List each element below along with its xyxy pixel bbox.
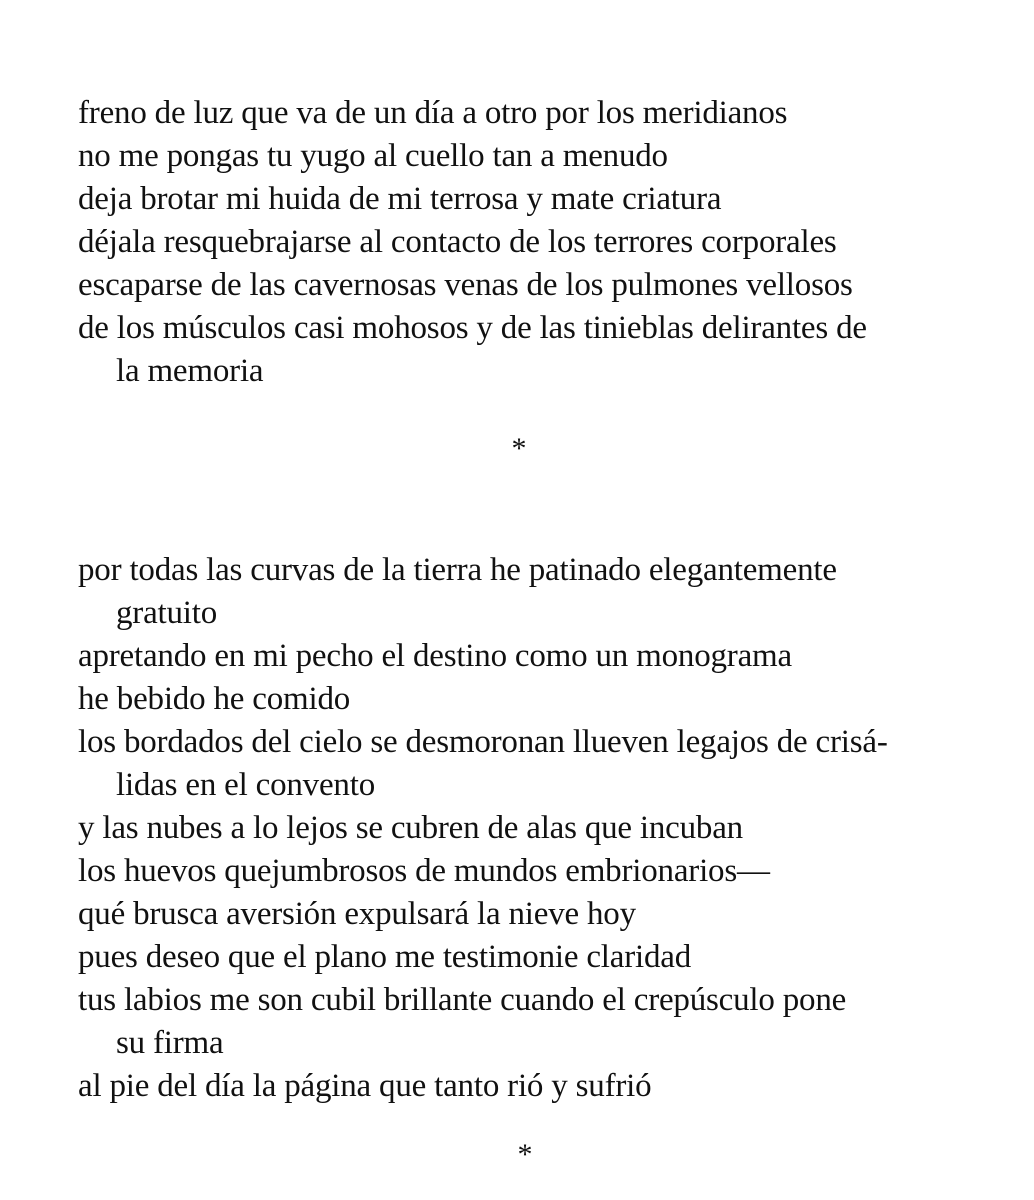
poem-line: escaparse de las cavernosas venas de los pulmones vellosos [78, 267, 853, 303]
poem-line: no me pongas tu yugo al cuello tan a menudo [78, 138, 668, 174]
poem-line: los bordados del cielo se desmoronan llueven legajos de crisá- [78, 724, 888, 760]
poem-line-continuation: lidas en el convento [116, 767, 376, 803]
poem-line: tus labios me son cubil brillante cuando el crepúsculo pone [78, 982, 847, 1018]
poem-line: y las nubes a lo lejos se cubren de alas que incuban [78, 810, 743, 846]
poem-line-continuation: gratuito [116, 595, 218, 631]
poem-line: los huevos quejumbrosos de mundos embrionarios— [78, 853, 770, 889]
poem-line: deja brotar mi huida de mi terrosa y mate criatura [78, 181, 722, 217]
stanza-separator-asterisk: * [517, 1138, 533, 1171]
poem-line: déjala resquebrajarse al contacto de los terrores corporales [78, 224, 837, 260]
stanza-separator-asterisk: * [511, 432, 527, 465]
stanza-1 [78, 92, 978, 393]
poem-line-continuation: la memoria [116, 353, 264, 389]
poem-line-continuation: su firma [116, 1025, 224, 1061]
poem-line: de los músculos casi mohosos y de las tinieblas delirantes de [78, 310, 867, 346]
poem-line: freno de luz que va de un día a otro por los meridianos [78, 95, 788, 131]
stanza-2 [78, 549, 978, 1108]
poem-line: pues deseo que el plano me testimonie claridad [78, 939, 692, 975]
poem-line: por todas las curvas de la tierra he patinado elegantemente [78, 552, 837, 588]
poem-line: apretando en mi pecho el destino como un monograma [78, 638, 792, 674]
poem-line: qué brusca aversión expulsará la nieve hoy [78, 896, 636, 932]
poem-line: al pie del día la página que tanto rió y sufrió [78, 1068, 652, 1104]
poem-line: he bebido he comido [78, 681, 351, 717]
